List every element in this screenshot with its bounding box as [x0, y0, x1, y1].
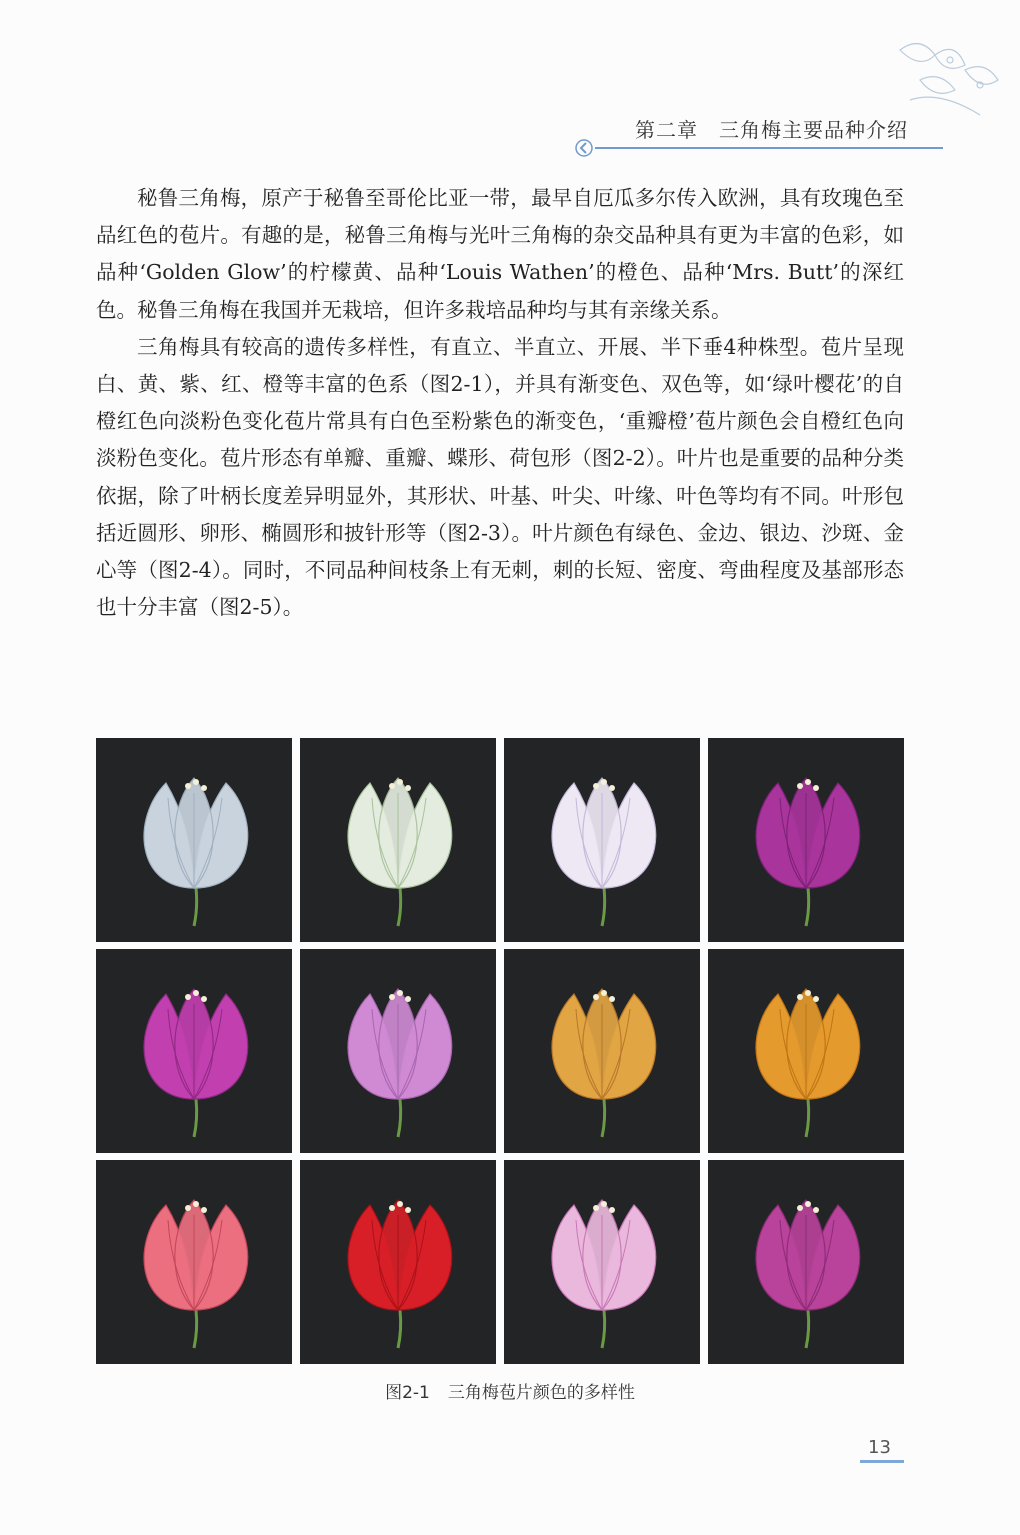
- paragraph-2: 三角梅具有较高的遗传多样性，有直立、半直立、开展、半下垂4种株型。苞片呈现白、黄、紫、红、橙等丰富的色系（图2-1），并具有渐变色、双色等，如‘绿叶樱花’的自橙红色向淡粉色变化苞片常具有白色至粉紫色的渐变色，‘重瓣橙’苞片颜色会自橙红色向淡粉色变化。苞片形态有单瓣、重瓣、蝶形、荷包形（图2-2）。叶片也是重要的品种分类依据，除了叶柄长度差异明显外，其形状、叶基、叶尖、叶缘、叶色等均有不同。叶形包括近圆形、卵形、椭圆形和披针形等（图2-3）。叶片颜色有绿色、金边、银边、沙斑、金心等（图2-4）。同时，不同品种间枝条上有无刺，刺的长短、密度、弯曲程度及基部形态也十分丰富（图2-5）。: [96, 334, 904, 620]
- page-number: 13: [868, 1437, 891, 1458]
- bract-photo: [708, 738, 904, 942]
- bract-illustration: [300, 738, 496, 942]
- bract-photo: [300, 949, 496, 1153]
- bract-photo-grid: [96, 738, 902, 1364]
- bract-illustration: [96, 949, 292, 1153]
- body-text: [96, 180, 904, 626]
- bract-illustration: [96, 1160, 292, 1364]
- paragraph-1: 秘鲁三角梅，原产于秘鲁至哥伦比亚一带，最早自厄瓜多尔传入欧洲，具有玫瑰色至品红色的苞片。有趣的是，秘鲁三角梅与光叶三角梅的杂交品种具有更为丰富的色彩，如品种‘Golden Glow’的柠檬黄、品种‘Louis Wathen’的橙色、品种‘Mrs. Butt’的深红色。秘鲁三角梅在我国并无栽培，但许多栽培品种均与其有亲缘关系。: [96, 186, 904, 322]
- bract-photo: [708, 949, 904, 1153]
- chapter-title: 第二章 三角梅主要品种介绍: [635, 118, 908, 142]
- bract-photo: [300, 738, 496, 942]
- bract-illustration: [708, 1160, 904, 1364]
- bract-illustration: [96, 738, 292, 942]
- bract-illustration: [504, 949, 700, 1153]
- bract-illustration: [300, 1160, 496, 1364]
- bract-illustration: [300, 949, 496, 1153]
- bract-photo: [708, 1160, 904, 1364]
- chevron-left-icon: [575, 139, 593, 157]
- bract-photo: [504, 949, 700, 1153]
- page-number-rule: [860, 1460, 904, 1463]
- header-rule: [595, 147, 943, 149]
- figure-title: 三角梅苞片颜色的多样性: [447, 1383, 635, 1403]
- bract-photo: [96, 738, 292, 942]
- bract-illustration: [708, 949, 904, 1153]
- bract-illustration: [504, 1160, 700, 1364]
- bract-photo: [96, 949, 292, 1153]
- bract-illustration: [504, 738, 700, 942]
- bract-photo: [504, 738, 700, 942]
- figure-number: 图2-1: [385, 1383, 430, 1403]
- figure-caption: [0, 1378, 1020, 1403]
- bract-photo: [504, 1160, 700, 1364]
- bract-photo: [300, 1160, 496, 1364]
- bract-photo: [96, 1160, 292, 1364]
- bract-illustration: [708, 738, 904, 942]
